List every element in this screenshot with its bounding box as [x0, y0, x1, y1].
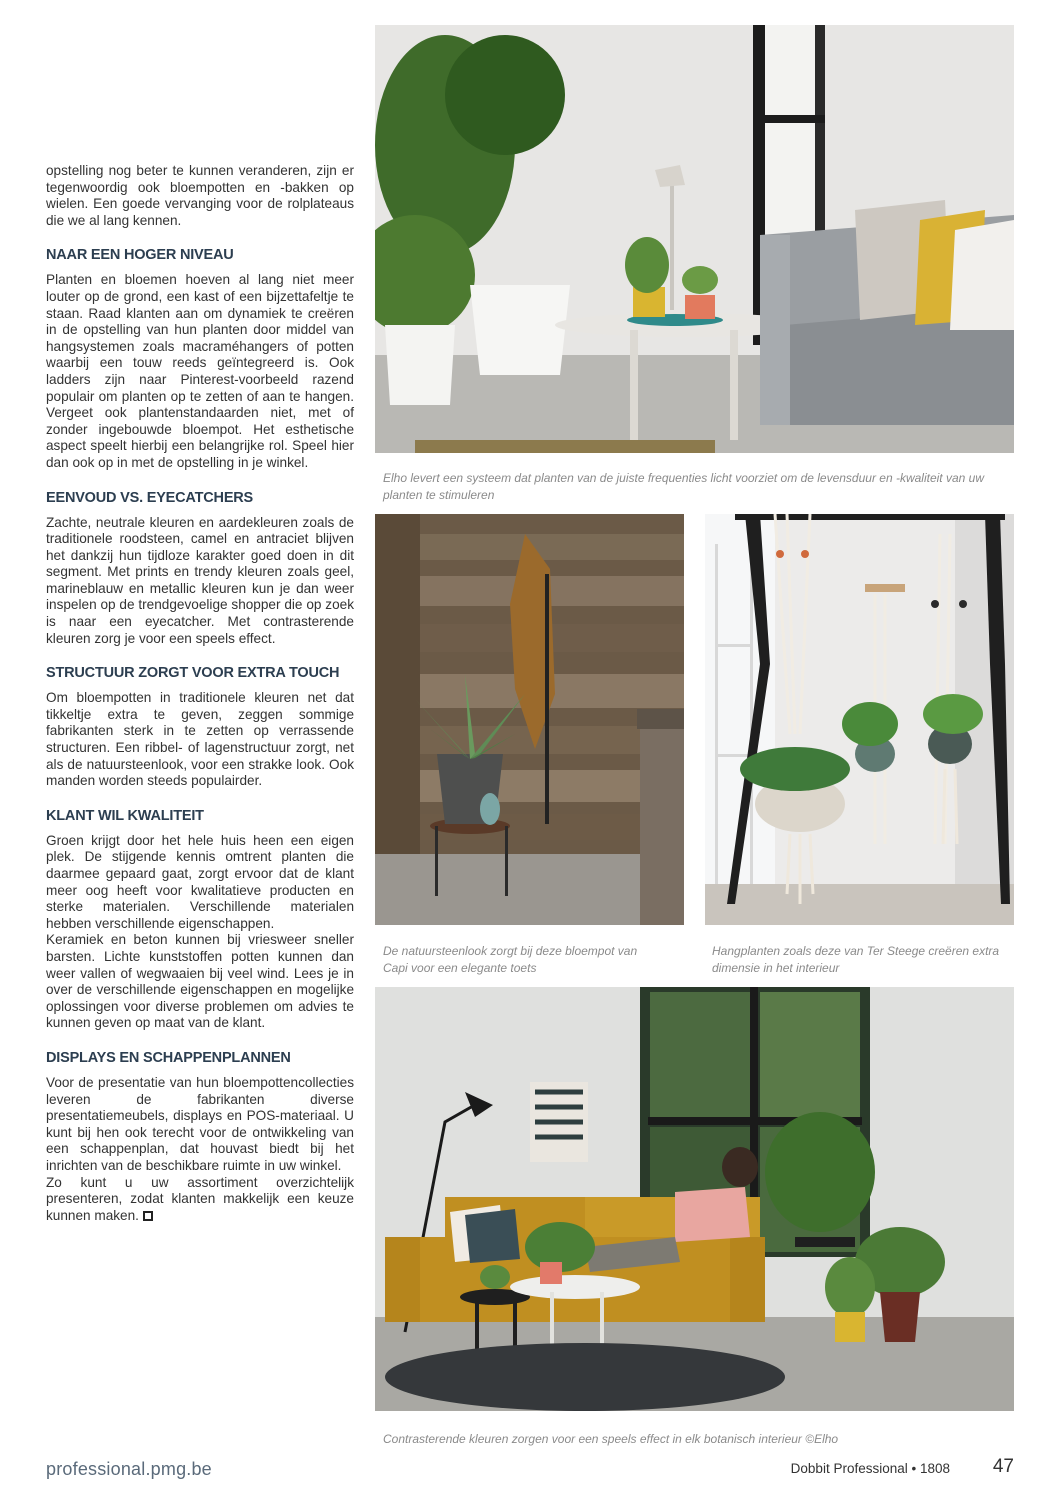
end-mark-icon	[143, 1211, 153, 1221]
photo-yellow-sofa-room	[375, 987, 1014, 1411]
section-heading: STRUCTUUR ZORGT VOOR EXTRA TOUCH	[46, 665, 340, 682]
section-paragraph: Planten en bloemen hoeven al lang niet meer louter op de grond, een kast of een bijzettafeltje te staan. Raad klanten aan om dynamiek te creëren in de opstelling van hun planten door middel van hangsystemen zoals macraméhangers of potten waarbij een touw reeds geïntegreerd is. Ook ladders zijn naar Pinterest-voorbeeld razend populair om planten op te zetten of aan te hangen. Vergeet ook plantenstandaarden niet, met of zonder ingebouwde bloempot. Het esthetische aspect speelt hierbij een belangrijke rol. Speel hier dan ook op in met de opstelling in je winkel.	[46, 272, 354, 470]
caption-mid-right: Hangplanten zoals deze van Ter Steege creëren extra dimensie in het interieur	[712, 944, 1000, 975]
page-number: 47	[992, 1456, 1014, 1477]
section-paragraph: Voor de presentatie van hun bloempottencollecties leveren de fabrikanten diverse presentatiemeubels, displays en POS-materiaal. U kunt bij hen ook terecht voor de ontwikkeling van een schappenplan, dat houvast biedt bij het inrichten van de beschikbare ruimte in uw winkel.	[46, 1074, 354, 1173]
last-paragraph-text: Zo kunt u uw assortiment overzichtelijk presenteren, zodat klanten makkelijk een keuze kunnen maken.	[46, 1174, 354, 1223]
section-heading: NAAR EEN HOGER NIVEAU	[46, 247, 234, 264]
intro-paragraph: opstelling nog beter te kunnen veranderen, zijn er tegenwoordig ook bloempotten en -bakken op wielen. Een goede vervanging voor de rolplateaus die we al lang kennen.	[46, 163, 354, 228]
section-heading: KLANT WIL KWALITEIT	[46, 807, 204, 824]
section-paragraph: Keramiek en beton kunnen bij vriesweer sneller barsten. Lichte kunststoffen potten kunnen dan weer vallen of wegwaaien bij veel wind. Lees je in over de verschillende eigenschappen en mogelijke oplossingen voor diverse problemen om advies te kunnen geven op maat van de klant.	[46, 932, 354, 1031]
photo-macrame-hangers	[705, 514, 1014, 925]
caption-mid-left: De natuursteenlook zorgt bij deze bloempot van Capi voor een elegante toets	[383, 944, 638, 975]
caption-bottom: Contrasterende kleuren zorgen voor een speels effect in elk botanisch interieur ©Elho	[383, 1432, 839, 1446]
section-paragraph-last	[46, 1175, 354, 1225]
photo-aloe-woodwall	[375, 514, 684, 925]
section-paragraph: Zachte, neutrale kleuren en aardekleuren zoals de traditionele roodsteen, camel en antraciet blijven het dankzij hun tijdloze karakter goed doen in dit segment. Met prints en trendy kleuren zoals geel, marineblauw en metallic kleuren kun je dan weer inspelen op de trendgevoelige shopper die op zoek is naar een eyecatcher. Met contrasterende kleuren zorg je voor een speels effect.	[46, 514, 354, 646]
section-heading: EENVOUD VS. EYECATCHERS	[46, 489, 254, 506]
section-paragraph: Om bloempotten in traditionele kleuren net dat tikkeltje extra te geven, zeggen sommige fabrikanten sterk in te zetten op verrassende structuren. Een ribbel- of lagenstructuur zorgt, net als de natuursteenlook, voor een strakke look. Ook manden worden steeds populairder.	[46, 690, 354, 789]
footer-magazine-issue: Dobbit Professional • 1808	[790, 1461, 950, 1476]
section-heading: DISPLAYS EN SCHAPPENPLANNEN	[46, 1049, 291, 1066]
footer-website-link[interactable]: professional.pmg.be	[46, 1459, 212, 1479]
caption-top: Elho levert een systeem dat planten van de juiste frequenties licht voorziet om de levensduur en -kwaliteit van uw planten te stimuleren	[383, 471, 984, 502]
photo-livingroom-lamp	[375, 25, 1014, 453]
article-text-column	[46, 163, 354, 1224]
section-paragraph: Groen krijgt door het hele huis heen een eigen plek. De stijgende kennis omtrent planten die daarmee gepaard gaat, zorgt ervoor dat de klant meer oog heeft voor kwalitatieve producten en sterke materialen. Verschillende materialen hebben verschillende eigenschappen.	[46, 832, 354, 931]
